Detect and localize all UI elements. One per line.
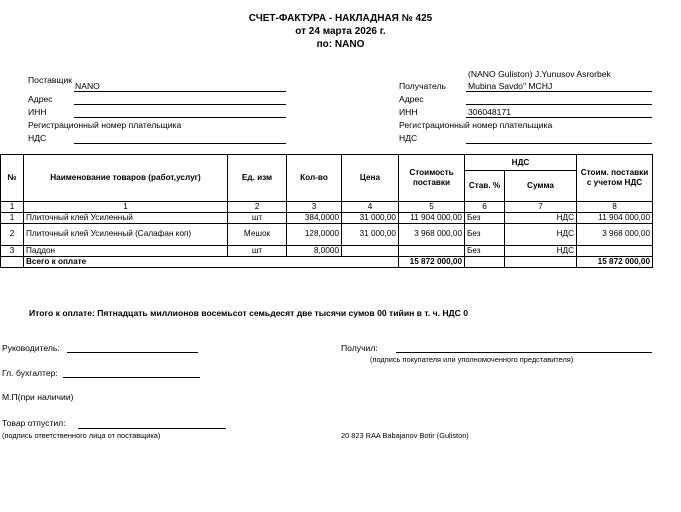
released-signature-line (78, 428, 226, 429)
row-nds-sum: НДС (505, 212, 577, 223)
received-note: (подпись покупателя или уполномоченного представителя) (370, 355, 574, 364)
supplier-inn-label: ИНН (28, 107, 47, 117)
recipient-address-underline (466, 104, 652, 105)
col-number: 5 (399, 202, 465, 213)
row-total: 3 968 000,00 (577, 223, 653, 245)
total-row (1, 256, 653, 267)
header-price: Цена (342, 155, 399, 202)
row-num: 3 (1, 245, 24, 256)
header-nds-rate: Став. % (465, 171, 505, 202)
received-label: Получил: (341, 343, 378, 353)
row-nds-rate: Без (465, 212, 505, 223)
row-cost (399, 245, 465, 256)
header-nds-sum: Сумма (505, 171, 577, 202)
row-total: 11 904 000,00 (577, 212, 653, 223)
recipient-inn-underline (466, 117, 652, 118)
total-label: Всего к оплате (24, 256, 399, 267)
supplier-value: NANO (75, 81, 100, 91)
total-empty-cell (1, 256, 24, 267)
row-nds-rate: Без (465, 245, 505, 256)
invoice-title: СЧЕТ-ФАКТУРА - НАКЛАДНАЯ № 425 (248, 13, 433, 24)
col-number: 7 (505, 202, 577, 213)
supplier-inn-underline (74, 117, 286, 118)
recipient-inn-label: ИНН (399, 107, 418, 117)
received-signature-line (396, 352, 652, 353)
supplier-nds-label: НДС (28, 133, 47, 143)
row-qty: 8,0000 (287, 245, 342, 256)
col-number: 1 (1, 202, 24, 213)
stamp-label: М.П(при наличии) (2, 392, 74, 402)
vehicle-driver: 20 823 RAA Babajanov Botir (Guliston) (341, 431, 469, 440)
recipient-nds-label: НДС (399, 133, 418, 143)
recipient-label: Получатель (399, 81, 446, 91)
col-number: 3 (287, 202, 342, 213)
row-cost: 3 968 000,00 (399, 223, 465, 245)
row-name: Плиточный клей Усиленный (24, 212, 228, 223)
total-with-nds: 15 872 000,00 (577, 256, 653, 267)
supplier-address-underline (74, 104, 286, 105)
row-nds-rate: Без (465, 223, 505, 245)
header-qty: Кол-во (287, 155, 342, 202)
row-num: 2 (1, 223, 24, 245)
director-signature-line (67, 352, 198, 353)
total-cost: 15 872 000,00 (399, 256, 465, 267)
amount-in-words: Итого к оплате: Пятнадцать миллионов восемьсот семьдесят две тысячи сумов 00 тийин в т. ч. НДС 0 (29, 308, 469, 318)
total-empty-cell (465, 256, 505, 267)
row-total (577, 245, 653, 256)
supplier-reg-label: Регистрационный номер плательщика (28, 120, 182, 130)
recipient-address-label: Адрес (399, 94, 424, 104)
recipient-reg-label: Регистрационный номер плательщика (399, 120, 553, 130)
total-empty-cell (505, 256, 577, 267)
table-row (1, 223, 653, 245)
accountant-signature-line (63, 377, 200, 378)
row-qty: 128,0000 (287, 223, 342, 245)
recipient-value-line1: (NANO Guliston) J.Yunusov Asrorbek (468, 69, 611, 79)
row-nds-sum: НДС (505, 245, 577, 256)
director-label: Руководитель: (2, 343, 60, 353)
row-price: 31 000,00 (342, 212, 399, 223)
col-number: 6 (465, 202, 505, 213)
row-name: Плиточный клей Усиленный (Салафан коп) (24, 223, 228, 245)
row-price (342, 245, 399, 256)
header-unit: Ед. изм (228, 155, 287, 202)
invoice-basis: по: NANO (316, 39, 365, 50)
col-number: 4 (342, 202, 399, 213)
released-note: (подпись ответственного лица от поставщика) (2, 431, 161, 440)
header-nds: НДС (465, 155, 577, 171)
supplier-nds-underline (74, 143, 286, 144)
row-unit: Мешок (228, 223, 287, 245)
recipient-inn-value: 306048171 (468, 107, 512, 117)
recipient-underline (466, 91, 652, 92)
recipient-value-line2: Mubina Savdo" MCHJ (468, 81, 553, 91)
col-number: 2 (228, 202, 287, 213)
row-num: 1 (1, 212, 24, 223)
row-name: Паддон (24, 245, 228, 256)
header-name: Наименование товаров (работ,услуг) (24, 155, 228, 202)
accountant-label: Гл. бухгалтер: (2, 368, 58, 378)
row-cost: 11 904 000,00 (399, 212, 465, 223)
recipient-nds-underline (466, 143, 652, 144)
header-cost: Стоимость поставки (399, 155, 465, 202)
table-row (1, 245, 653, 256)
col-number: 8 (577, 202, 653, 213)
invoice-date: от 24 марта 2026 г. (295, 26, 386, 37)
table-row (1, 212, 653, 223)
header-num: № (1, 155, 24, 202)
row-qty: 384,0000 (287, 212, 342, 223)
header-total-with-nds: Стоим. поставки с учетом НДС (577, 155, 653, 202)
supplier-label: Поставщик (28, 75, 73, 85)
supplier-address-label: Адрес (28, 94, 53, 104)
released-label: Товар отпустил: (2, 418, 66, 428)
row-unit: шт (228, 212, 287, 223)
goods-table (0, 154, 653, 268)
row-price: 31 000,00 (342, 223, 399, 245)
row-nds-sum: НДС (505, 223, 577, 245)
row-unit: шт (228, 245, 287, 256)
col-number: 1 (24, 202, 228, 213)
supplier-underline (74, 91, 286, 92)
